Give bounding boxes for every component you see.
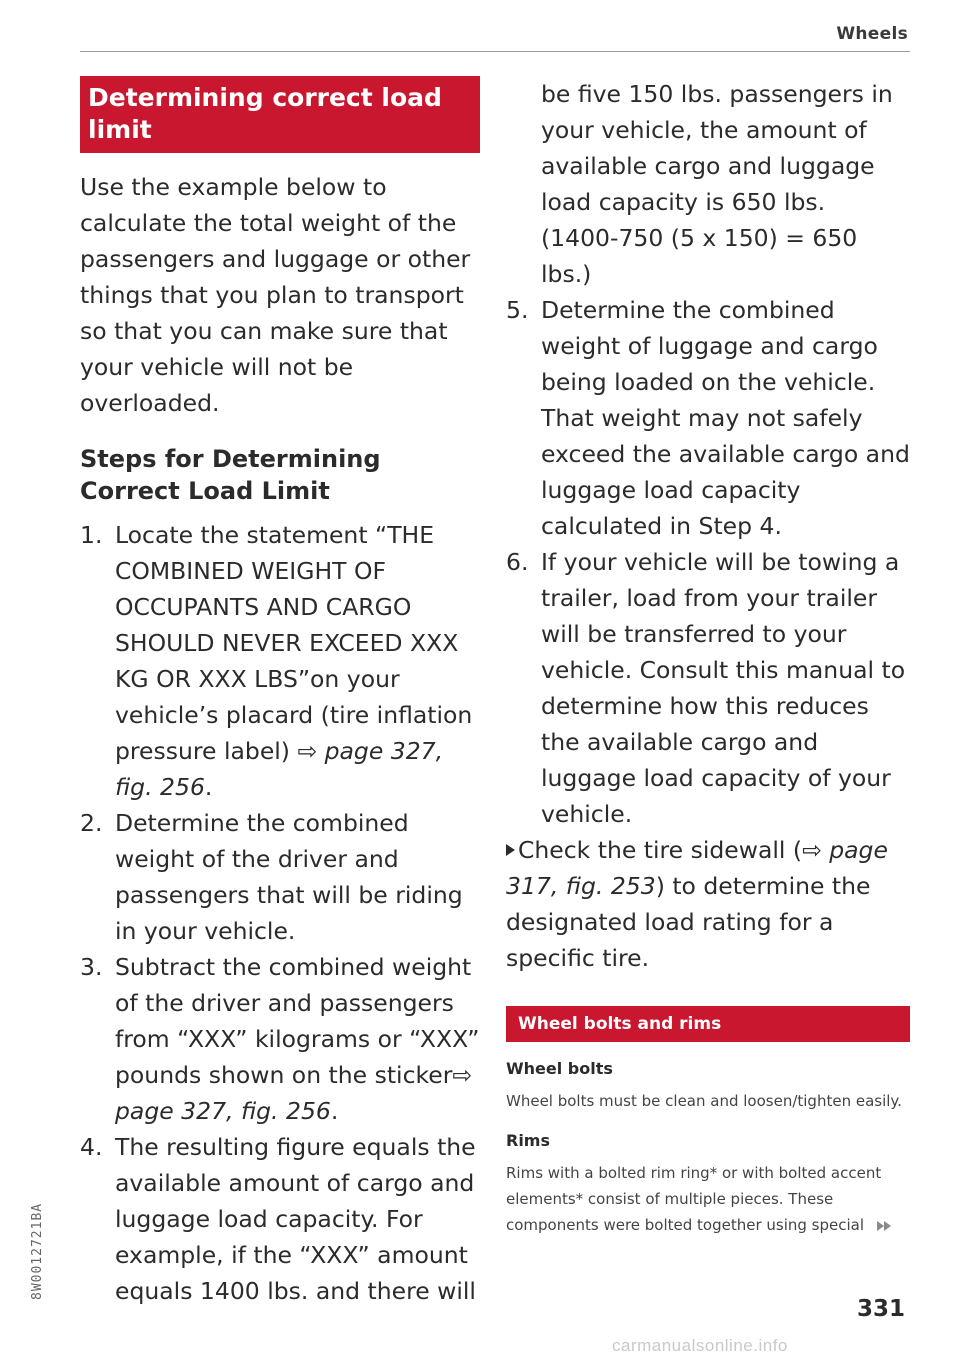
right-column: [506, 76, 910, 1239]
step-text: Locate the statement “THE COMBINED WEIGHT OF OCCUPANTS AND CARGO SHOULD NEVER EXCEED XXX KG OR XXX LBS”on your vehicle’s placard (tire inflation pressure label): [115, 521, 473, 765]
page-reference-link[interactable]: ⇨ page 327, fig. 256: [115, 737, 444, 801]
list-item: [506, 292, 910, 544]
step-text: The resulting figure equals the available amount of cargo and luggage load capacity. For example, if the “XXX” amount equals 1400 lbs. and there will: [115, 1133, 476, 1305]
list-item: [80, 805, 480, 949]
intro-paragraph: Use the example below to calculate the total weight of the passengers and luggage or other things that you plan to transport so that you can make sure that your vehicle will not be overloaded.: [80, 173, 471, 417]
step-number: 5.: [506, 296, 529, 324]
subsection-banner: Wheel bolts and rims: [506, 1006, 910, 1042]
step-text: Subtract the combined weight of the driver and passengers from “XXX” kilograms or “XXX” pounds shown on the sticker: [115, 953, 480, 1089]
list-item: [80, 949, 480, 1129]
step-number: 1.: [80, 521, 103, 549]
page-reference-link[interactable]: ⇨ page 327, fig. 256: [115, 1061, 473, 1125]
step-continuation: be five 150 lbs. passengers in your vehicle, the amount of available cargo and luggage load capacity is 650 lbs. (1400-750 (5 x 150) = 650 lbs.): [541, 80, 893, 288]
step-number: 6.: [506, 548, 529, 576]
document-code: 8W0012721BA: [30, 1202, 45, 1300]
check-text-pre: Check the tire sidewall (: [518, 836, 803, 864]
left-column: [80, 76, 480, 1309]
list-item: [506, 544, 910, 832]
continue-next-page-icon: [877, 1213, 891, 1239]
wheel-bolts-heading: Wheel bolts: [506, 1059, 613, 1078]
list-item: [80, 517, 480, 805]
page-number: 331: [857, 1296, 906, 1322]
steps-subheading: Steps for Determining Correct Load Limit: [80, 445, 381, 505]
rims-text-body: Rims with a bolted rim ring* or with bolted accent elements* consist of multiple pieces. These components were bolted together using special: [506, 1164, 882, 1234]
step-text: Determine the combined weight of luggage and cargo being loaded on the vehicle. That weight may not safely exceed the available cargo and luggage load capacity calculated in Step 4.: [541, 296, 910, 540]
running-head: Wheels: [836, 24, 908, 44]
check-text-post: ) to determine the designated load rating for a specific tire.: [506, 872, 871, 972]
list-item: [80, 1129, 480, 1309]
arrow-bullet-icon: [506, 844, 515, 856]
step-text: Determine the combined weight of the driver and passengers that will be riding in your vehicle.: [115, 809, 463, 945]
step-tail: .: [204, 773, 213, 801]
rims-text: [506, 1160, 910, 1239]
watermark: carmanualsonline.info: [612, 1336, 788, 1355]
steps-list: [80, 517, 480, 1309]
section-banner: Determining correct load limit: [80, 76, 480, 153]
check-instruction: [506, 832, 910, 976]
page-reference-link[interactable]: ⇨ page 317, fig. 253: [506, 836, 888, 900]
header-divider: [80, 51, 910, 52]
rims-heading: Rims: [506, 1131, 550, 1150]
step-number: 2.: [80, 809, 103, 837]
step-text: If your vehicle will be towing a trailer, load from your trailer will be transferred to your vehicle. Consult this manual to determine how this reduces the available cargo and luggage load capacity of your vehicle.: [541, 548, 906, 828]
step-number: 3.: [80, 953, 103, 981]
wheel-bolts-text: Wheel bolts must be clean and loosen/tighten easily.: [506, 1092, 902, 1110]
step-tail: .: [330, 1097, 339, 1125]
step-number: 4.: [80, 1133, 103, 1161]
steps-list-continued: [506, 292, 910, 832]
